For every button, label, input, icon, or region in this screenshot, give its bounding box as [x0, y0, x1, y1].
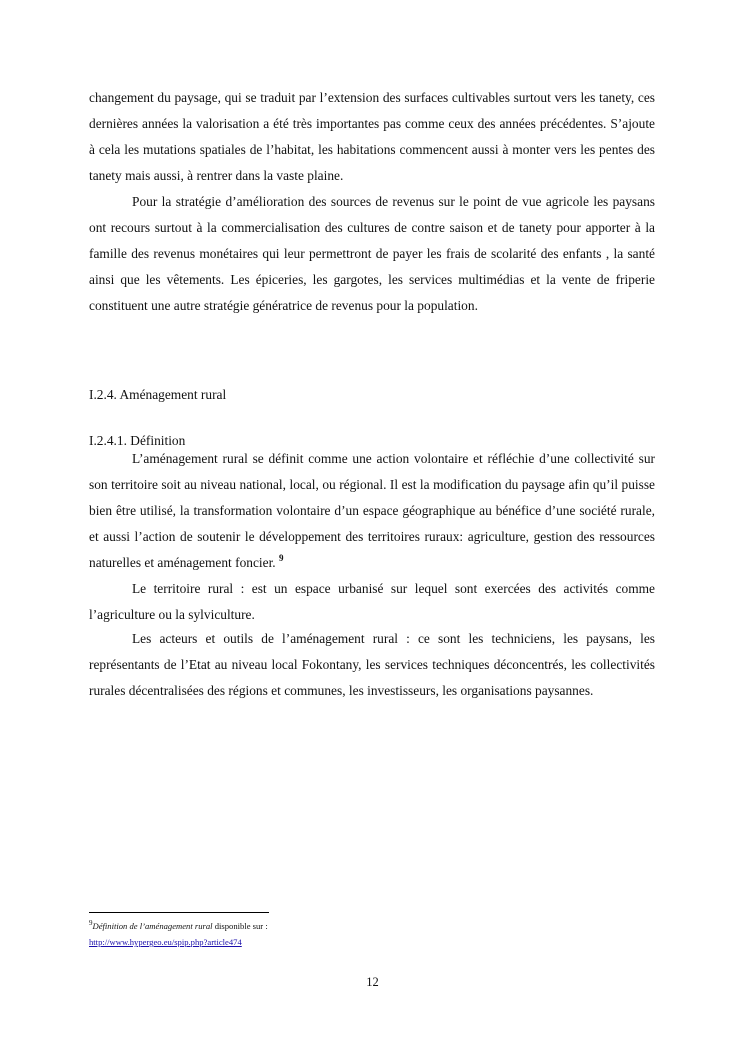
footnote-title: Définition de l’aménagement rural — [92, 921, 213, 931]
footnote-suffix: disponible sur : — [212, 921, 268, 931]
subsection-heading: I.2.4.1. Définition — [89, 433, 186, 448]
footnote-reference[interactable]: 9 — [279, 553, 284, 563]
footnote-text — [89, 920, 268, 932]
section-heading: I.2.4. Aménagement rural — [89, 387, 227, 402]
paragraph-income-strategy: Pour la stratégie d’amélioration des sources de revenus sur le point de vue agricole les paysans ont recours surtout à la commercialisation des cultures de contre saison et de tanety pour apporter à la famille des revenus monétaires qui leur permettront de payer les frais de scolarité des enfants , la santé ainsi que les vêtements. Les épiceries, les gargotes, les services multimédias et la vente de friperie constituent une autre stratégie génératrice de revenus pour la population. — [89, 194, 655, 313]
footnote-number: 9 — [89, 919, 93, 927]
footnote-separator — [89, 912, 269, 913]
paragraph-definition-text: L’aménagement rural se définit comme une action volontaire et réfléchie d’une collectivité sur son territoire soit au niveau national, local, ou régional. Il est la modification du paysage afin qu’il puisse bien être utilisé, la transformation volontaire d’un espace géographique au bénéfice d’une société rurale, et aussi l’action de soutenir le développement des territoires ruraux: agriculture, gestion des ressources naturelles et aménagement foncier. — [89, 451, 655, 570]
footnote-link-line — [89, 936, 242, 948]
footnote-link[interactable]: http://www.hypergeo.eu/spip.php?article474 — [89, 937, 242, 947]
paragraph-rural-territory: Le territoire rural : est un espace urbanisé sur lequel sont exercées des activités comme l’agriculture ou la sylviculture. — [89, 581, 655, 622]
paragraph-actors-tools: Les acteurs et outils de l’aménagement rural : ce sont les techniciens, les paysans, les représentants de l’Etat au niveau local Fokontany, les services techniques déconcentrés, les collectivités rurales décentralisées des régions et communes, les investisseurs, les organisations paysannes. — [89, 631, 655, 698]
paragraph-definition — [89, 446, 655, 576]
page-number: 12 — [366, 975, 379, 989]
paragraph-landscape-change: changement du paysage, qui se traduit par l’extension des surfaces cultivables surtout vers les tanety, ces dernières années la valorisation a été très importantes pas comme ceux des années précédentes. S’ajoute à cela les mutations spatiales de l’habitat, les habitations commencent aussi à monter vers les pentes des tanety mais aussi, à rentrer dans la vaste plaine. — [89, 90, 655, 183]
